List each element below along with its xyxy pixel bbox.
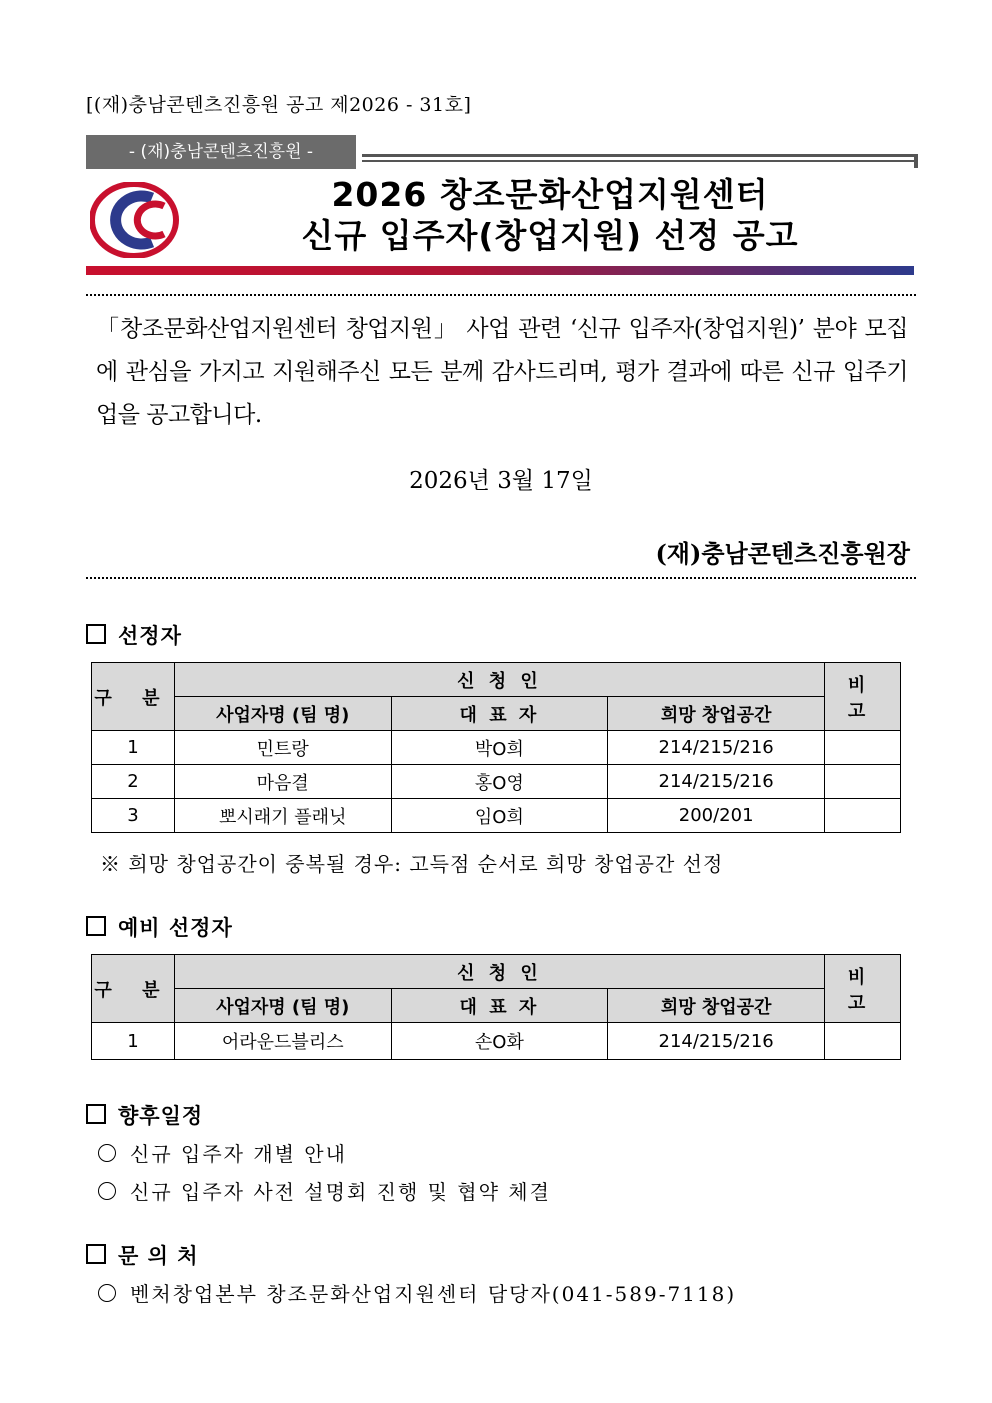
- cell-rep: 임O희: [391, 799, 608, 833]
- cell-rep: 손O화: [391, 1023, 608, 1060]
- cell-rep: 홍O영: [391, 765, 608, 799]
- section-schedule-title: 향후일정: [86, 1100, 203, 1130]
- cell-remark: [825, 765, 901, 799]
- cell-space: 214/215/216: [608, 765, 825, 799]
- title-line-2: 신규 입주자(창업지원) 선정 공고: [301, 216, 799, 255]
- header-applicant: 신 청 인: [174, 955, 824, 989]
- header-gubun: 구 분: [92, 663, 175, 731]
- org-tag: - (재)충남콘텐츠진흥원 -: [86, 135, 356, 169]
- cell-no: 1: [92, 731, 175, 765]
- cell-remark: [825, 731, 901, 765]
- checkbox-square-icon: [86, 1104, 106, 1124]
- cell-space: 214/215/216: [608, 1023, 825, 1060]
- header-business-name: 사업자명 (팀 명): [174, 697, 391, 731]
- list-item: 신규 입주자 개별 안내: [98, 1138, 347, 1167]
- selected-table: [91, 662, 901, 833]
- circle-bullet-icon: [98, 1284, 116, 1302]
- header-remarks: 비 고: [825, 663, 901, 731]
- section-reserve-title: 예비 선정자: [86, 912, 233, 942]
- header-applicant: 신 청 인: [174, 663, 824, 697]
- circle-bullet-icon: [98, 1182, 116, 1200]
- banner-rule-cap: [914, 154, 918, 168]
- notice-date: 2026년 3월 17일: [409, 468, 593, 494]
- header-remarks: 비 고: [825, 955, 901, 1023]
- list-item: 벤처창업본부 창조문화산업지원센터 담당자(041-589-7118): [98, 1278, 736, 1307]
- header-representative: 대 표 자: [391, 697, 608, 731]
- list-item: 신규 입주자 사전 설명회 진행 및 협약 체결: [98, 1176, 551, 1205]
- org-banner: [86, 135, 918, 171]
- cell-rep: 박O희: [391, 731, 608, 765]
- checkbox-square-icon: [86, 624, 106, 644]
- reserve-table: [91, 954, 901, 1060]
- checkbox-square-icon: [86, 916, 106, 936]
- title-gradient-bar: [86, 266, 914, 275]
- dotted-divider: [86, 577, 916, 579]
- cell-remark: [825, 799, 901, 833]
- section-contact-title: 문 의 처: [86, 1240, 198, 1270]
- cell-space: 200/201: [608, 799, 825, 833]
- page-title: [190, 175, 910, 257]
- cell-no: 2: [92, 765, 175, 799]
- intro-paragraph: 「창조문화산업지원센터 창업지원」 사업 관련 ‘신규 입주자(창업지원)’ 분야 모집에 관심을 가지고 지원해주신 모든 분께 감사드리며, 평가 결과에 따른 신규 입주기업을 공고합니다.: [96, 316, 908, 428]
- header-gubun: 구 분: [92, 955, 175, 1023]
- banner-rule: [362, 160, 918, 162]
- cell-remark: [825, 1023, 901, 1060]
- cell-name: 뽀시래기 플래닛: [174, 799, 391, 833]
- cell-space: 214/215/216: [608, 731, 825, 765]
- cell-name: 민트랑: [174, 731, 391, 765]
- section-selected-title: 선정자: [86, 620, 182, 650]
- notice-number: [(재)충남콘텐츠진흥원 공고 제2026 - 31호]: [86, 94, 472, 116]
- header-space: 희망 창업공간: [608, 697, 825, 731]
- banner-rule: [362, 154, 918, 157]
- cell-no: 3: [92, 799, 175, 833]
- header-representative: 대 표 자: [391, 989, 608, 1023]
- header-space: 희망 창업공간: [608, 989, 825, 1023]
- org-logo-icon: [90, 182, 182, 258]
- table-row: [92, 1023, 901, 1060]
- table-row: [92, 731, 901, 765]
- cell-name: 어라운드블리스: [174, 1023, 391, 1060]
- duplicate-space-note: ※ 희망 창업공간이 중복될 경우: 고득점 순서로 희망 창업공간 선정: [100, 852, 724, 876]
- cell-name: 마음결: [174, 765, 391, 799]
- title-line-1: 2026 창조문화산업지원센터: [331, 175, 769, 214]
- signer: (재)충남콘텐츠진흥원장: [655, 539, 910, 568]
- header-business-name: 사업자명 (팀 명): [174, 989, 391, 1023]
- table-row: [92, 799, 901, 833]
- table-row: [92, 765, 901, 799]
- checkbox-square-icon: [86, 1244, 106, 1264]
- cell-no: 1: [92, 1023, 175, 1060]
- dotted-divider: [86, 294, 916, 296]
- circle-bullet-icon: [98, 1144, 116, 1162]
